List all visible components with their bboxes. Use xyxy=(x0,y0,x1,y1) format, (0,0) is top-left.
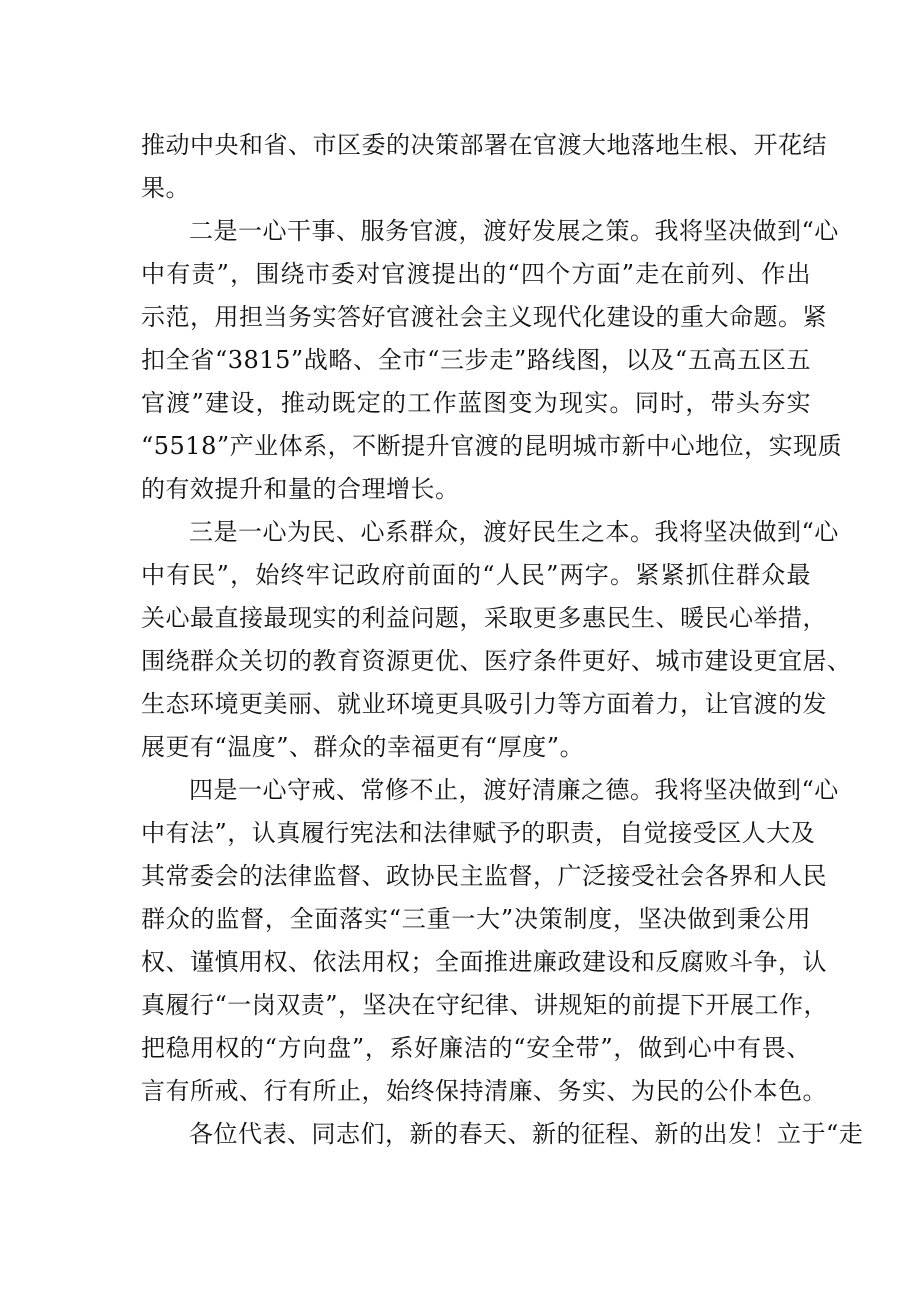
text-line: 的有效提升和量的合理增长。 xyxy=(141,475,460,503)
text-line: 生态环境更美丽、就业环境更具吸引力等方面着力，让官渡的发 xyxy=(141,690,827,718)
paragraph-start-line: 各位代表、同志们，新的春天、新的征程、新的出发！立于“走 xyxy=(189,1120,864,1148)
text-line: 围绕群众关切的教育资源更优、医疗条件更好、城市建设更宜居、 xyxy=(141,647,852,675)
text-line: 推动中央和省、市区委的决策部署在官渡大地落地生根、开花结 xyxy=(141,131,827,159)
text-line: 中有责”，围绕市委对官渡提出的“四个方面”走在前列、作出 xyxy=(141,260,811,288)
text-line: 言有所戒、行有所止，始终保持清廉、务实、为民的公仆本色。 xyxy=(141,1077,827,1105)
text-line: 果。 xyxy=(141,174,190,202)
text-line: 群众的监督，全面落实“三重一大”决策制度，坚决做到秉公用 xyxy=(141,905,811,933)
text-line: 真履行“一岗双责”，坚决在守纪律、讲规矩的前提下开展工作， xyxy=(141,991,829,1019)
body-text xyxy=(141,124,864,1156)
text-line: 中有民”，始终牢记政府前面的“人民”两字。紧紧抓住群众最 xyxy=(141,561,811,589)
text-line: 展更有“温度”、群众的幸福更有“厚度”。 xyxy=(141,733,585,761)
paragraph-start-line: 四是一心守戒、常修不止，渡好清廉之德。我将坚决做到“心 xyxy=(189,776,839,804)
text-line: 其常委会的法律监督、政协民主监督，广泛接受社会各界和人民 xyxy=(141,862,827,890)
text-line: 关心最直接最现实的利益问题，采取更多惠民生、暖民心举措， xyxy=(141,604,827,632)
text-line: 把稳用权的“方向盘”，系好廉洁的“安全带”，做到心中有畏、 xyxy=(141,1034,811,1062)
text-line: 权、谨慎用权、依法用权；全面推进廉政建设和反腐败斗争，认 xyxy=(141,948,827,976)
text-line: 示范，用担当务实答好官渡社会主义现代化建设的重大命题。紧 xyxy=(141,303,827,331)
paragraph-start-line: 三是一心为民、心系群众，渡好民生之本。我将坚决做到“心 xyxy=(189,518,839,546)
text-line: 中有法”，认真履行宪法和法律赋予的职责，自觉接受区人大及 xyxy=(141,819,816,847)
text-line: 扣全省“3815”战略、全市“三步走”路线图，以及“五高五区五 xyxy=(141,346,811,374)
text-line: “5518”产业体系，不断提升官渡的昆明城市新中心地位，实现质 xyxy=(141,432,843,460)
paragraph-start-line: 二是一心干事、服务官渡，渡好发展之策。我将坚决做到“心 xyxy=(189,217,839,245)
text-line: 官渡”建设，推动既定的工作蓝图变为现实。同时，带头夯实 xyxy=(141,389,811,417)
